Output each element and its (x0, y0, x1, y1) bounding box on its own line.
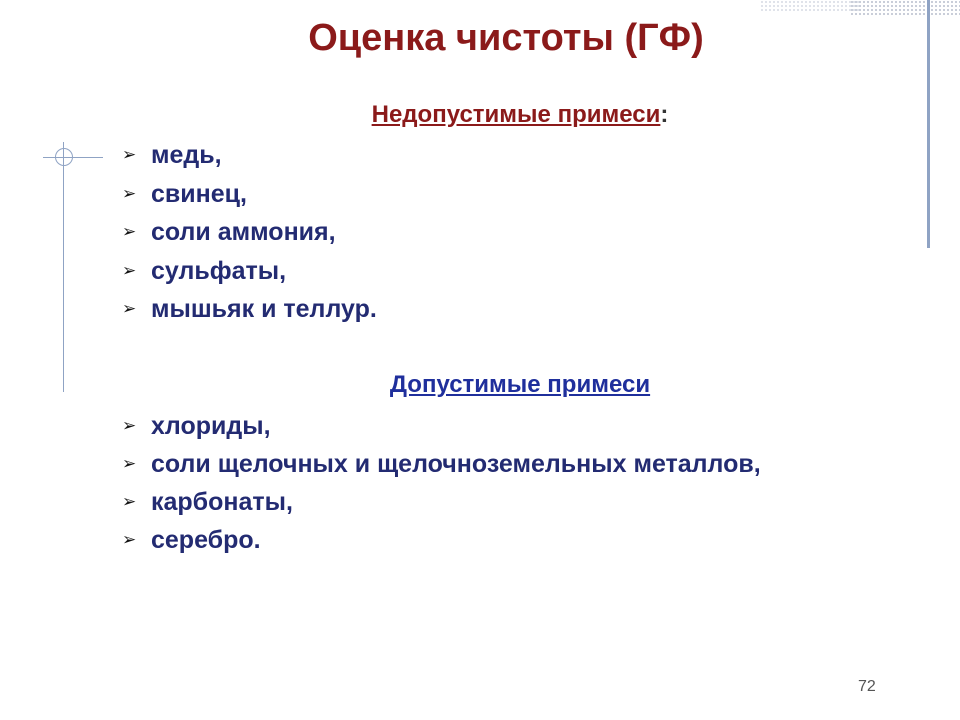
list-item (120, 258, 377, 297)
decor-vertical-line-left (63, 142, 64, 392)
list-item (120, 296, 377, 335)
list-item-text: сульфаты, (151, 256, 287, 285)
arrow-bullet-icon: ➢ (122, 299, 137, 318)
arrow-bullet-icon: ➢ (122, 530, 137, 549)
arrow-bullet-icon: ➢ (122, 416, 137, 435)
heading-unacceptable-label: Недопустимые примеси (371, 101, 661, 128)
heading-acceptable-impurities: Допустимые примеси (389, 371, 651, 398)
list-item (120, 489, 791, 515)
heading-unacceptable-impurities (0, 101, 960, 129)
top-dot-pattern (760, 0, 860, 12)
corner-dot-pattern (850, 0, 960, 16)
list-item-text: свинец, (151, 179, 247, 208)
page-number: 72 (858, 678, 876, 695)
acceptable-impurities-list (120, 413, 791, 565)
list-item-text: соли аммония, (151, 218, 336, 246)
arrow-bullet-icon: ➢ (122, 145, 137, 164)
list-item-text: медь, (151, 141, 222, 169)
list-item-text: соли щелочных и щелочноземельных металлов, (151, 450, 761, 478)
list-item (120, 181, 377, 220)
list-item (120, 527, 791, 553)
arrow-bullet-icon: ➢ (122, 222, 137, 241)
slide-title: Оценка чистоты (ГФ) (308, 17, 704, 59)
arrow-bullet-icon: ➢ (122, 260, 137, 280)
decor-horizontal-line-left (43, 157, 103, 158)
unacceptable-impurities-list (120, 142, 377, 335)
list-item-text: мышьяк и теллур. (151, 295, 377, 323)
list-item (120, 142, 377, 181)
list-item (120, 451, 791, 477)
decor-circle (55, 148, 73, 166)
arrow-bullet-icon: ➢ (122, 454, 137, 473)
list-item-text: хлориды, (151, 412, 271, 440)
list-item (120, 413, 791, 439)
list-item (120, 219, 377, 258)
list-item-text: серебро. (151, 526, 261, 554)
heading-colon: : (660, 101, 669, 128)
list-item-text: карбонаты, (151, 488, 293, 516)
arrow-bullet-icon: ➢ (122, 183, 137, 203)
arrow-bullet-icon: ➢ (122, 492, 137, 511)
